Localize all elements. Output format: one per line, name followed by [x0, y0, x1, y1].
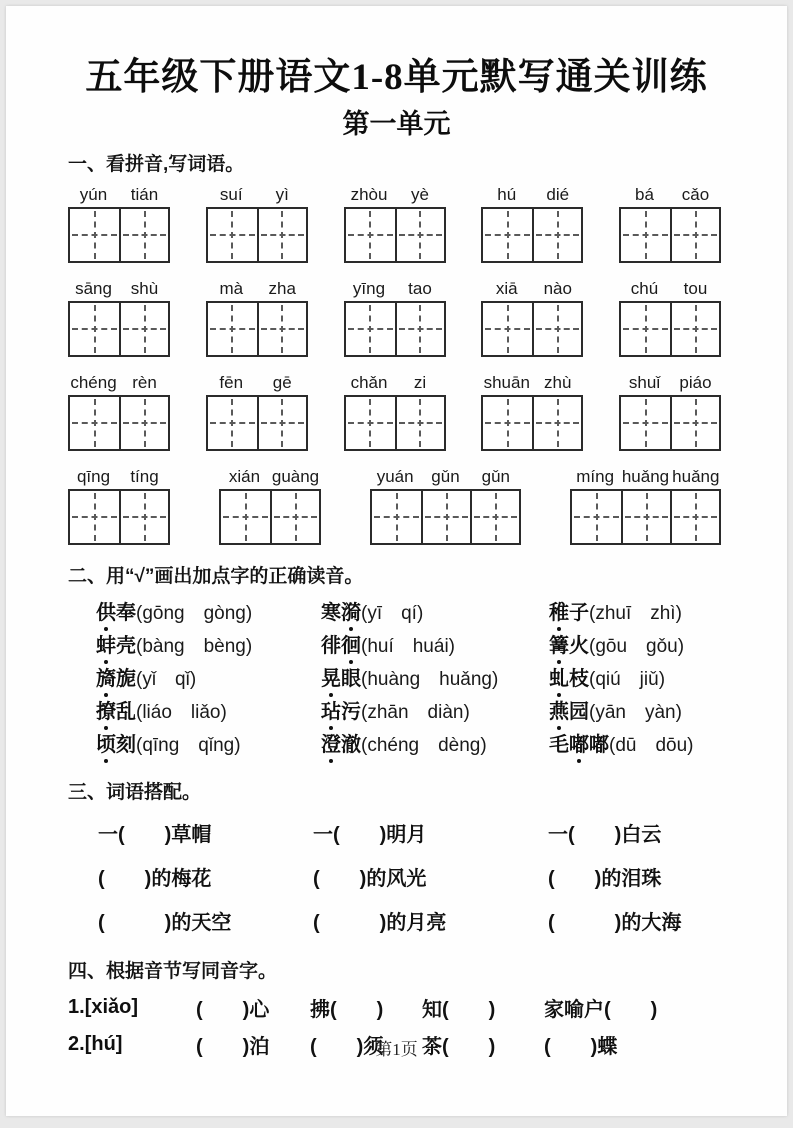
pinyin-syllable: tíng — [130, 467, 159, 486]
grid-cell — [572, 491, 621, 543]
pinyin-word-group — [68, 276, 170, 357]
dotted-char: 虬 — [549, 662, 569, 691]
section4-heading: 四、根据音节写同音字。 — [68, 961, 278, 982]
pinyin-options: (yī qí) — [361, 603, 424, 624]
pinyin-grid-row — [68, 370, 721, 451]
word-item — [321, 695, 549, 724]
word-text: 徘 — [321, 635, 341, 657]
pinyin-grid-row — [68, 182, 721, 263]
pinyin-word-group — [206, 370, 308, 451]
pinyin-syllable: xián — [228, 467, 261, 486]
pinyin-syllable: shuān — [483, 373, 530, 392]
pinyin-word-group — [481, 182, 583, 263]
matching-item: ( )的泪珠 — [548, 867, 662, 890]
grid-cell — [119, 491, 168, 543]
section2-heading: 二、用“√”画出加点字的正确读音。 — [68, 566, 364, 587]
grid-cell — [621, 397, 670, 449]
dotted-char: 嘟 — [569, 728, 589, 757]
pinyin-syllable: mà — [219, 279, 244, 298]
pinyin-grid-row — [68, 464, 721, 545]
pinyin-syllable: huǎng — [621, 467, 670, 486]
pinyin-options: (gōu gǒu) — [589, 636, 685, 657]
pinyin-label — [481, 370, 583, 393]
grid-cell — [621, 491, 670, 543]
pinyin-options: (yān yàn) — [589, 702, 682, 723]
dotted-char: 漪 — [341, 596, 361, 625]
writing-grid — [481, 301, 583, 357]
word-item — [321, 629, 549, 658]
writing-grid — [206, 301, 308, 357]
grid-cell — [70, 303, 119, 355]
word-text: 子 — [569, 602, 589, 624]
matching-row — [68, 810, 721, 854]
grid-cell — [70, 209, 119, 261]
pinyin-options: (bàng bèng) — [136, 636, 253, 657]
syllable-text: [xiǎo] — [84, 996, 139, 1018]
writing-grid — [570, 489, 721, 545]
pinyin-syllable: guàng — [271, 467, 320, 486]
word-text: 枝 — [569, 668, 589, 690]
page-title: 五年级下册语文1-8单元默写通关训练 — [85, 57, 708, 98]
grid-cell — [208, 303, 257, 355]
pinyin-label — [619, 182, 721, 205]
pinyin-label — [570, 464, 721, 487]
section1-heading: 一、看拼音,写词语。 — [68, 154, 245, 175]
word-text: 污 — [341, 701, 361, 723]
pinyin-word-group — [206, 276, 308, 357]
word-item — [96, 695, 321, 724]
page-footer: 第1页 — [375, 1040, 418, 1059]
pinyin-options: (huàng huǎng) — [361, 669, 499, 690]
pinyin-options: (yǐ qǐ) — [136, 669, 197, 690]
pinyin-syllable: yì — [275, 185, 289, 204]
matching-item: 一( )明月 — [313, 823, 427, 846]
writing-grid — [68, 301, 170, 357]
pinyin-label — [219, 464, 321, 487]
pinyin-syllable: yīng — [352, 279, 386, 298]
matching-item: ( )的梅花 — [98, 867, 212, 890]
word-text: 乱 — [116, 701, 136, 723]
pinyin-word-group — [570, 464, 721, 545]
word-text: 寒 — [321, 602, 341, 624]
pinyin-options: (zhuī zhì) — [589, 603, 682, 624]
grid-cell — [70, 491, 119, 543]
writing-grid — [219, 489, 321, 545]
word-item — [96, 728, 321, 757]
homophone-row — [68, 989, 721, 1026]
pinyin-label — [206, 370, 308, 393]
writing-grid — [206, 207, 308, 263]
grid-cell — [70, 397, 119, 449]
section3-heading: 三、词语搭配。 — [68, 782, 202, 803]
pinyin-syllable: cǎo — [681, 185, 710, 204]
grid-cell — [421, 491, 470, 543]
dotted-char: 徊 — [341, 629, 361, 658]
homophone-item: 茶( ) — [422, 1036, 496, 1058]
pinyin-label — [68, 182, 170, 205]
word-item — [96, 662, 321, 691]
pinyin-label — [206, 182, 308, 205]
pinyin-syllable: yún — [79, 185, 108, 204]
pinyin-syllable: gǔn — [481, 467, 510, 486]
dotted-char: 玷 — [321, 695, 341, 724]
grid-cell — [483, 303, 532, 355]
pinyin-word-group — [619, 370, 721, 451]
grid-cell — [470, 491, 519, 543]
writing-grid — [370, 489, 521, 545]
matching-item: ( )的大海 — [548, 911, 682, 934]
pinyin-word-group — [206, 182, 308, 263]
worksheet-page — [6, 6, 787, 1116]
homophone-item: 拂( ) — [310, 999, 384, 1021]
pinyin-syllable: tián — [130, 185, 159, 204]
pinyin-syllable: yuán — [376, 467, 414, 486]
grid-cell — [395, 209, 444, 261]
pronunciation-row — [68, 627, 721, 660]
matching-item: ( )的月亮 — [313, 911, 447, 934]
pinyin-options: (zhān diàn) — [361, 702, 470, 723]
grid-cell — [119, 209, 168, 261]
dotted-char: 供 — [96, 596, 116, 625]
dotted-char: 蚌 — [96, 629, 116, 658]
pinyin-syllable: piáo — [679, 373, 712, 392]
pinyin-label — [481, 182, 583, 205]
dotted-char: 旖 — [96, 662, 116, 691]
grid-cell — [257, 397, 306, 449]
pinyin-syllable: chǎn — [350, 373, 388, 392]
pinyin-syllable: bá — [635, 185, 654, 204]
pinyin-syllable: qīng — [76, 467, 111, 486]
homophone-item: 知( ) — [422, 999, 496, 1021]
grid-cell — [670, 209, 719, 261]
pinyin-options: (chéng dèng) — [361, 735, 487, 756]
grid-cell — [257, 209, 306, 261]
pinyin-syllable: suí — [219, 185, 243, 204]
pinyin-label — [481, 276, 583, 299]
pinyin-label — [68, 464, 170, 487]
pinyin-word-group — [344, 276, 446, 357]
homophone-item: ( )泊 — [196, 1036, 270, 1058]
word-item — [96, 629, 321, 658]
dotted-char: 澄 — [321, 728, 341, 757]
grid-cell — [346, 397, 395, 449]
pinyin-grid-row — [68, 276, 721, 357]
pinyin-syllable: xiā — [495, 279, 518, 298]
pinyin-syllable: sāng — [75, 279, 112, 298]
pinyin-syllable: tao — [408, 279, 432, 298]
grid-cell — [208, 397, 257, 449]
writing-grid — [68, 489, 170, 545]
writing-grid — [68, 207, 170, 263]
word-item — [549, 662, 721, 691]
writing-grid — [344, 395, 446, 451]
writing-grid — [344, 301, 446, 357]
word-item — [96, 596, 321, 625]
word-text: 壳 — [116, 635, 136, 657]
matching-row — [68, 854, 721, 898]
word-text: 火 — [569, 635, 589, 657]
pinyin-options: (huí huái) — [361, 636, 455, 657]
grid-cell — [257, 303, 306, 355]
pinyin-word-group — [619, 182, 721, 263]
pinyin-syllable: fēn — [219, 373, 244, 392]
pinyin-syllable: zhù — [544, 373, 572, 392]
pronunciation-row — [68, 726, 721, 759]
pinyin-syllable: dié — [546, 185, 570, 204]
grid-cell — [119, 303, 168, 355]
grid-cell — [532, 209, 581, 261]
writing-grid — [206, 395, 308, 451]
pinyin-label — [344, 182, 446, 205]
grid-cell — [372, 491, 421, 543]
pinyin-word-group — [481, 370, 583, 451]
matching-item: 一( )草帽 — [98, 823, 212, 846]
dotted-char: 稚 — [549, 596, 569, 625]
grid-cell — [532, 397, 581, 449]
writing-grid — [619, 301, 721, 357]
pinyin-label — [619, 370, 721, 393]
grid-cell — [395, 397, 444, 449]
pinyin-syllable: shuǐ — [628, 373, 661, 392]
pinyin-syllable: míng — [576, 467, 615, 486]
pinyin-label — [68, 276, 170, 299]
homophone-item: ( )心 — [196, 999, 270, 1021]
grid-cell — [483, 209, 532, 261]
grid-cell — [483, 397, 532, 449]
dotted-char: 燕 — [549, 695, 569, 724]
pinyin-word-group — [344, 182, 446, 263]
pinyin-word-group — [219, 464, 321, 545]
matching-item: ( )的天空 — [98, 911, 232, 934]
grid-cell — [395, 303, 444, 355]
pronunciation-row — [68, 693, 721, 726]
dotted-char: 顷 — [96, 728, 116, 757]
writing-grid — [344, 207, 446, 263]
writing-grid — [68, 395, 170, 451]
grid-cell — [208, 209, 257, 261]
writing-grid — [619, 207, 721, 263]
dotted-char: 晃 — [321, 662, 341, 691]
writing-grid — [481, 395, 583, 451]
dotted-char: 撩 — [96, 695, 116, 724]
pinyin-label — [344, 370, 446, 393]
grid-cell — [119, 397, 168, 449]
word-text: 澈 — [341, 734, 361, 756]
grid-cell — [621, 303, 670, 355]
pinyin-options: (gōng gòng) — [136, 603, 253, 624]
word-item — [321, 596, 549, 625]
grid-cell — [221, 491, 270, 543]
homophone-item: ( )蝶 — [544, 1036, 618, 1058]
word-text: 园 — [569, 701, 589, 723]
homophone-item: ( )须 — [310, 1036, 384, 1058]
pronunciation-row — [68, 660, 721, 693]
pinyin-syllable: chú — [630, 279, 659, 298]
pinyin-word-group — [68, 182, 170, 263]
pinyin-syllable: zhòu — [350, 185, 388, 204]
pinyin-options: (liáo liǎo) — [136, 702, 227, 723]
pinyin-word-group — [370, 464, 521, 545]
pinyin-syllable: yè — [411, 185, 429, 204]
pinyin-syllable: chéng — [70, 373, 117, 392]
matching-row — [68, 898, 721, 942]
pinyin-word-group — [344, 370, 446, 451]
matching-item: ( )的风光 — [313, 867, 427, 890]
word-text: 嘟 — [589, 734, 609, 756]
writing-grid — [481, 207, 583, 263]
word-item — [549, 629, 721, 658]
pinyin-label — [370, 464, 521, 487]
pinyin-word-group — [619, 276, 721, 357]
pinyin-syllable: tou — [683, 279, 708, 298]
pinyin-word-group — [68, 370, 170, 451]
pinyin-options: (qiú jiǔ) — [589, 669, 666, 690]
word-item — [549, 728, 721, 757]
pinyin-options: (qīng qǐng) — [136, 735, 241, 756]
word-item — [321, 662, 549, 691]
pinyin-syllable: zi — [413, 373, 427, 392]
pinyin-syllable: gē — [272, 373, 292, 392]
pinyin-label — [206, 276, 308, 299]
pronunciation-row — [68, 594, 721, 627]
item-number: 2. — [68, 1033, 85, 1055]
homophone-item: 家喻户( ) — [544, 999, 658, 1021]
pinyin-syllable: zha — [268, 279, 296, 298]
pinyin-syllable: huǎng — [672, 467, 720, 486]
pinyin-syllable: shù — [130, 279, 159, 298]
item-number: 1. — [68, 996, 85, 1018]
syllable-label — [68, 996, 196, 1019]
word-text: 毛 — [549, 734, 569, 756]
word-text: 眼 — [341, 668, 361, 690]
grid-cell — [670, 491, 719, 543]
pinyin-syllable: gǔn — [431, 467, 460, 486]
grid-cell — [346, 303, 395, 355]
unit-subtitle: 第一单元 — [342, 109, 451, 139]
word-item — [321, 728, 549, 757]
pinyin-word-group — [481, 276, 583, 357]
pinyin-label — [619, 276, 721, 299]
pinyin-options: (dū dōu) — [609, 735, 694, 756]
grid-cell — [670, 303, 719, 355]
word-item — [549, 596, 721, 625]
pinyin-word-group — [68, 464, 170, 545]
word-text: 旎 — [116, 668, 136, 690]
word-text: 奉 — [116, 602, 136, 624]
pinyin-label — [344, 276, 446, 299]
page-content — [6, 149, 787, 1063]
grid-cell — [346, 209, 395, 261]
pinyin-syllable: hú — [497, 185, 517, 204]
pinyin-syllable: rèn — [132, 373, 157, 392]
grid-cell — [670, 397, 719, 449]
writing-grid — [619, 395, 721, 451]
word-text: 刻 — [116, 734, 136, 756]
grid-cell — [532, 303, 581, 355]
dotted-char: 篝 — [549, 629, 569, 658]
grid-cell — [270, 491, 319, 543]
pinyin-syllable: nào — [543, 279, 572, 298]
word-item — [549, 695, 721, 724]
matching-item: 一( )白云 — [548, 823, 662, 846]
syllable-text: [hú] — [84, 1033, 123, 1055]
pinyin-label — [68, 370, 170, 393]
grid-cell — [621, 209, 670, 261]
